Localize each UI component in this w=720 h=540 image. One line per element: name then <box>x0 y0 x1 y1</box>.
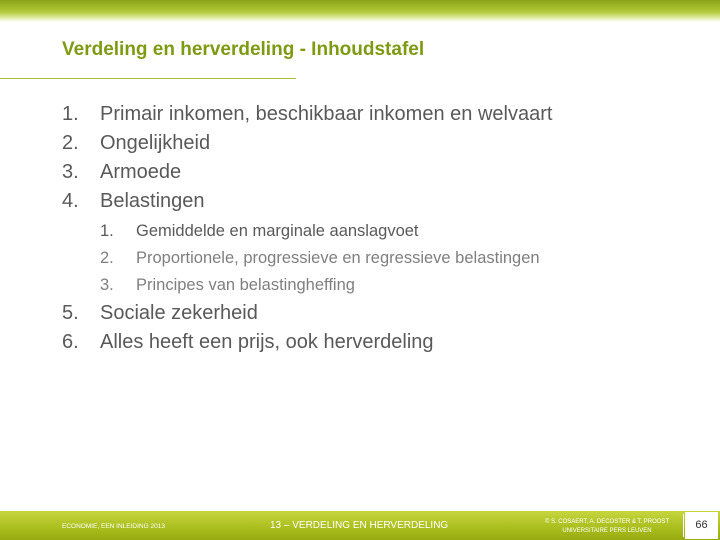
footer-chapter-title: 13 – VERDELING EN HERVERDELING <box>270 520 449 531</box>
sub-list-item <box>100 273 355 297</box>
sub-list-item-label: Principes van belastingheffing <box>136 276 355 294</box>
header-band <box>0 0 720 22</box>
sub-list-item-number: 1. <box>100 222 114 240</box>
list-item-label: Primair inkomen, beschikbaar inkomen en welvaart <box>100 103 553 125</box>
list-item-number: 3. <box>62 161 79 183</box>
list-item-label: Belastingen <box>100 190 205 212</box>
sub-list-item <box>100 246 540 270</box>
list-item-number: 5. <box>62 302 79 324</box>
footer-authors: © S. COSAERT, A. DECOSTER & T. PROOST <box>544 519 670 525</box>
sub-list-item-number: 2. <box>100 249 114 267</box>
footer-publisher: UNIVERSITAIRE PERS LEUVEN <box>562 528 652 534</box>
list-item <box>62 129 210 157</box>
footer-course-title: ECONOMIE, EEN INLEIDING 2013 <box>62 523 165 530</box>
sub-list-item-label: Gemiddelde en marginale aanslagvoet <box>136 222 419 240</box>
list-item <box>62 328 434 356</box>
list-item-number: 6. <box>62 331 79 353</box>
list-item-label: Ongelijkheid <box>100 132 211 154</box>
list-item <box>62 299 258 327</box>
list-item <box>62 187 205 215</box>
list-item <box>62 158 181 186</box>
sub-list-item <box>100 219 419 243</box>
list-item <box>62 100 552 128</box>
list-item-number: 4. <box>62 190 79 212</box>
sub-list-item-number: 3. <box>100 276 114 294</box>
list-item-label: Armoede <box>100 161 182 183</box>
list-item-number: 1. <box>62 103 79 125</box>
list-item-label: Alles heeft een prijs, ook herverdeling <box>100 331 434 353</box>
title-underline <box>0 78 296 79</box>
footer-copyright <box>536 518 678 536</box>
sub-list-item-label: Proportionele, progressieve en regressieve belastingen <box>136 249 540 267</box>
page-number: 66 <box>685 512 718 539</box>
footer-band <box>0 511 720 540</box>
list-item-number: 2. <box>62 132 79 154</box>
footer-divider <box>683 514 684 537</box>
slide-title: Verdeling en herverdeling - Inhoudstafel <box>62 39 425 60</box>
list-item-label: Sociale zekerheid <box>100 302 258 324</box>
